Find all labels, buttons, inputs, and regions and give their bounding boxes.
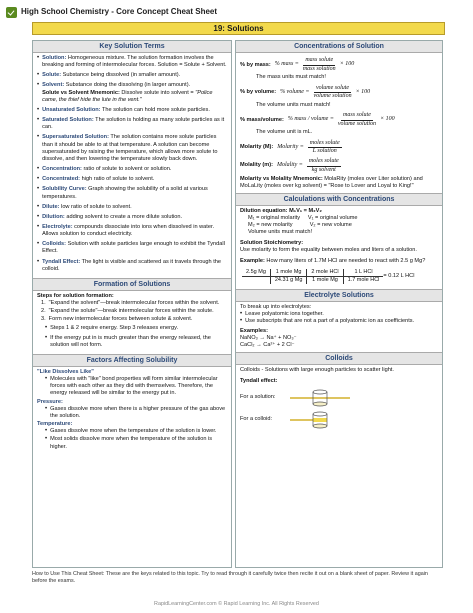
list-item: • Concentrated: high ratio of solute to solvent. — [37, 176, 155, 183]
list-item: • Electrolyte: compounds dissociate into ions when dissolved in water. Allows solution to conduct electricity. — [37, 223, 215, 238]
examples-label: Examples: — [240, 328, 268, 335]
concentrations-block — [236, 53, 442, 193]
dilution-equation: Dilution equation: M₁V₁ = M₂V₂ — [240, 207, 322, 214]
mass-volume-equation: % mass/volume: % mass / volume = $\frac{\text{mass solute}}{\text{volume solution}}$ × 100 — [240, 112, 395, 127]
example-equation: NaNO₃ → Na⁺ + NO₃⁻ — [240, 335, 297, 342]
formation-block — [33, 291, 231, 354]
table-cell: 1 mole Mg — [270, 269, 307, 277]
table-cell: 1.7 mole HCl — [347, 276, 380, 283]
section-title: 19: Solutions — [32, 22, 445, 35]
title-bar — [6, 5, 466, 19]
list-item: • Use subscripts that are not a part of a polyatomic ion as coefficients. — [240, 317, 415, 324]
list-item: • Dilute: low ratio of solute to solvent. — [37, 203, 132, 210]
copyright: RapidLearningCenter.com © Rapid Learning Inc. All Rights Reserved — [154, 601, 319, 607]
right-column — [235, 40, 443, 568]
factors-block — [33, 367, 231, 454]
conversion-table — [242, 269, 383, 284]
list-item: • Leave polyatomic ions together. — [240, 310, 324, 317]
dilution-def: M₂ = new molarity V₂ = new volume — [248, 221, 352, 228]
list-item: • Tyndall Effect: The light is visible and scattered as it travels through the colloid. — [37, 258, 221, 272]
colloids-text: Colloids - Solutions with large enough particles to scatter light. — [240, 366, 394, 373]
factors-heading: Factors Affecting Solubility — [33, 354, 231, 367]
dilution-def: M₁ = original molarity V₁ = original volume — [248, 214, 358, 221]
list-item: • Gases dissolve more when the temperature of the solution is lower. — [45, 428, 217, 435]
table-cell: 1 L HCl — [343, 269, 383, 277]
molarity-equation: Molarity (M): Molarity = $\frac{\text{moles solute}}{\text{L solution}}$ — [240, 139, 340, 155]
list-item: • Solubility Curve: Graph showing the solubility of a solid at various temperatures. — [37, 186, 208, 200]
volume-percent-equation: % by volume: % volume = $\frac{\text{volume solute}}{\text{volume solution}}$ × 100 — [240, 84, 371, 100]
table-cell: 2 mole HCl — [307, 269, 343, 277]
stoichiometry-text: Use molarity to form the equality between moles and liters of a solution. — [240, 247, 417, 254]
list-item: • If the energy put in is much greater than the energy released, the solution will not form. — [45, 334, 211, 348]
calculation-result: = 0.12 L HCl — [383, 272, 415, 279]
formation-heading: Formation of Solutions — [33, 278, 231, 291]
mass-volume-note: The volume unit is mL. — [256, 129, 313, 136]
list-item: • Solution: Homogeneous mixture. The solution formation involves the breaking and forming of intermolecular forces. Solution = Solute + Solvent. — [37, 55, 227, 69]
key-terms-heading: Key Solution Terms — [33, 41, 231, 53]
tyndall-solution-diagram: For a solution: — [240, 389, 438, 407]
colloids-block — [236, 365, 442, 435]
list-item: • Colloids: Solution with solute particles large enough to exhibit the Tyndall Effect. — [37, 241, 225, 255]
colloids-heading: Colloids — [236, 352, 442, 365]
example-problem: Example: How many liters of 1.7M HCl are needed to react with 2.5 g Mg? — [240, 258, 426, 265]
mass-percent-equation: % by mass: % mass = $\frac{\text{mass solute}}{\text{mass solution}}$ × 100 — [240, 57, 355, 72]
mass-note: The mass units must match! — [256, 74, 326, 81]
usage-note: How to Use This Cheat Sheet: These are the keys related to this topic. Try to read through it carefully twice then recite it out on a blank sheet of paper. Review it again before the exams. — [32, 571, 428, 585]
electrolyte-block — [236, 302, 442, 352]
list-item: 1. "Expand the solvent"—break intermolecular forces within the solvent. — [41, 300, 220, 307]
stoichiometry-label: Solution Stoichiometry: — [240, 240, 304, 247]
calculations-block — [236, 206, 442, 289]
checkmark-logo-icon — [6, 7, 17, 18]
list-item: • Unsaturated Solution: The solution can hold more solute particles. — [37, 106, 210, 113]
electrolyte-intro: To break up into electrolytes: — [240, 303, 312, 310]
list-item: • Supersaturated Solution: The solution contains more solute particles than it should be able to at that temperature. A solution can become supersaturated by raising the temperature, which allows more solute to dissolve, and then lowering the temperature slowly back down. — [37, 134, 218, 162]
list-item: • Gases dissolve more when there is a higher pressure of the gas above the solution. — [45, 405, 226, 419]
stoichiometry-calculation — [240, 266, 438, 287]
like-dissolves-like-label: "Like Dissolves Like" — [37, 369, 94, 375]
table-cell: 2.5g Mg — [242, 269, 270, 277]
list-item: • Solute: Substance being dissolved (in smaller amount). — [37, 72, 181, 79]
list-item: • Molecules with "like" bond properties will form similar intermolecular forces with each other as they did with themselves. Therefore, the energy released will be similar to the energy put in. — [45, 376, 218, 397]
list-item: • Dilution: adding solvent to create a more dilute solution. — [37, 213, 183, 220]
electrolyte-heading: Electrolyte Solutions — [236, 289, 442, 302]
page-title: High School Chemistry - Core Concept Cheat Sheet — [21, 6, 218, 16]
pressure-label: Pressure: — [37, 398, 63, 405]
steps-label: Steps for solution formation: — [37, 292, 114, 299]
table-cell: 1 mole Mg — [307, 276, 343, 284]
volume-note: The volume units must match! — [256, 101, 331, 108]
molality-equation: Molality (m): Molality = $\frac{\text{moles solute}}{\text{kg solvent}}$ — [240, 157, 339, 173]
temperature-label: Temperature: — [37, 421, 73, 428]
beaker-solution-icon — [290, 389, 350, 407]
list-item: 2. "Expand the solute"—break intermolecular forces within the solute. — [41, 308, 214, 315]
list-item: 3. Form new intermolecular forces between solute & solvent. — [41, 316, 193, 323]
list-item: • Most solids dissolve more when the temperature of the solution is higher. — [45, 436, 213, 450]
molarity-mnemonic: Molarity vs Molality Mnemonic: MolaRity (moles over Liter solution) and MoLaLity (moles over kg solvent) = "Rose to Lover and Loyal to King!" — [240, 176, 423, 190]
table-cell: 24.31 g Mg — [270, 276, 307, 284]
key-terms-list — [33, 53, 231, 278]
tyndall-label: Tyndall effect: — [240, 377, 278, 384]
list-item: • Concentration: ratio of solute to solvent or solution. — [37, 166, 172, 173]
tyndall-colloid-diagram: For a colloid: — [240, 411, 438, 429]
list-item: • Solvent: Substance doing the dissolving (in larger amount). Solute vs Solvent Mnemonic: Dissolve solute into solvent = "Police came, the thief hide the lute in the vent." — [37, 82, 213, 103]
beaker-colloid-icon — [290, 411, 350, 429]
example-equation: CaCl₂ → Ca²⁺ + 2 Cl⁻ — [240, 342, 295, 349]
list-item: • Steps 1 & 2 require energy. Step 3 releases energy. — [45, 324, 179, 331]
left-column — [32, 40, 232, 568]
dilution-def: Volume units must match! — [248, 228, 313, 235]
calculations-heading: Calculations with Concentrations — [236, 193, 442, 206]
concentrations-heading: Concentrations of Solution — [236, 41, 442, 53]
table-cell — [242, 276, 270, 284]
list-item: • Saturated Solution: The solution is holding as many solute particles as it can. — [37, 117, 225, 131]
